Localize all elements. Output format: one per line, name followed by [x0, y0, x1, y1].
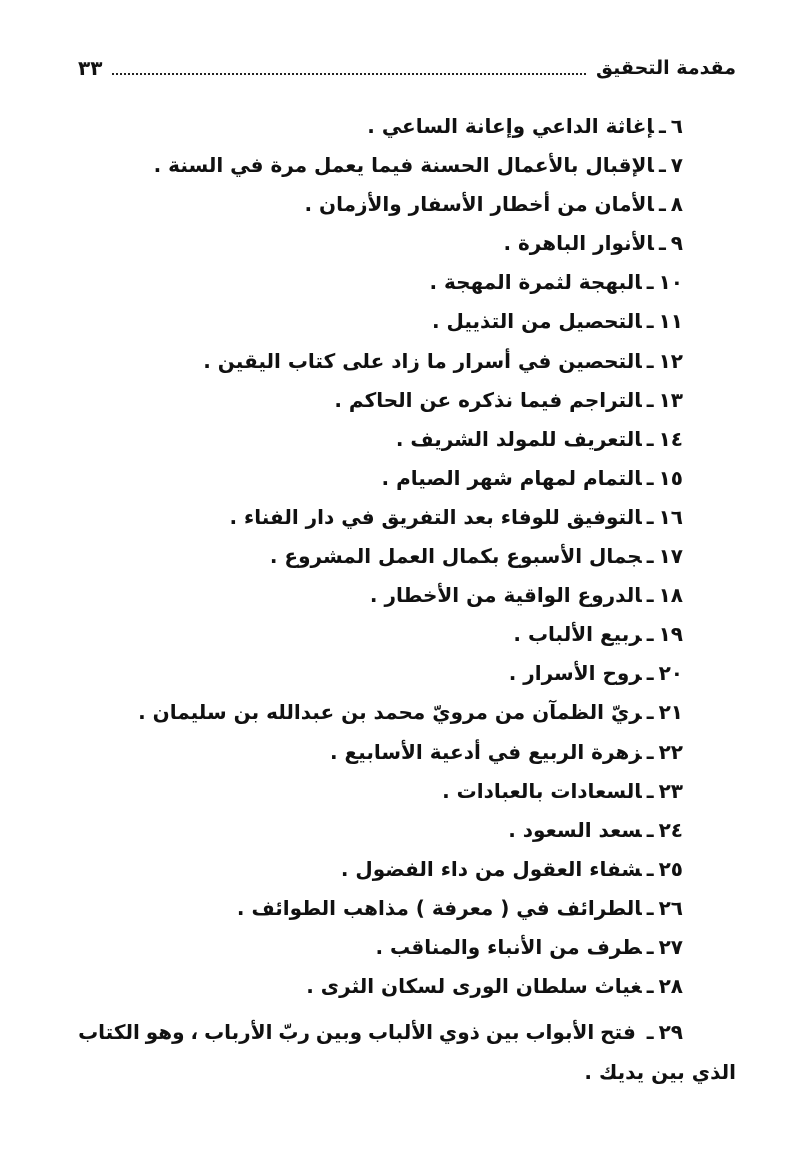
- item-title: سعد السعود .: [508, 817, 642, 842]
- list-item: [70, 498, 683, 537]
- item-title: التمام لمهام شهر الصيام .: [381, 465, 642, 490]
- list-item: [70, 263, 683, 302]
- item-number: ٢٦: [658, 895, 683, 920]
- item-number: ٢٣: [658, 778, 683, 803]
- item-separator: ـ: [646, 348, 654, 373]
- item-number: ٢٢: [658, 739, 683, 764]
- item-title: الطرائف في ( معرفة ) مذاهب الطوائف .: [236, 895, 642, 920]
- item-title: روح الأسرار .: [508, 661, 642, 686]
- item-title: شفاء العقول من داء الفضول .: [340, 856, 642, 881]
- item-title: طرف من الأنباء والمناقب .: [375, 934, 642, 959]
- item-separator: ـ: [646, 739, 654, 764]
- item-title: التراجم فيما نذكره عن الحاكم .: [334, 387, 642, 412]
- item-separator: ـ: [658, 192, 666, 217]
- item-number: ١٦: [658, 504, 683, 529]
- dotted-leader: [112, 73, 586, 75]
- item-separator: ـ: [646, 700, 654, 725]
- item-number: ١٠: [658, 270, 683, 295]
- list-item-29-line2: الذي بين يديك .: [584, 1060, 736, 1084]
- list-item-29-line1: [78, 1012, 683, 1052]
- item-number: ١٣: [658, 387, 683, 412]
- item-separator: ـ: [646, 1020, 654, 1044]
- item-number: ١١: [658, 309, 683, 334]
- item-number: ١٤: [658, 426, 683, 451]
- item-separator: ـ: [646, 426, 654, 451]
- list-item: [70, 537, 683, 576]
- list-item: [70, 107, 683, 146]
- list-item: [70, 459, 683, 498]
- item-title: إغاثة الداعي وإعانة الساعي .: [367, 114, 654, 138]
- item-number-29: [642, 1012, 683, 1052]
- item-title: الأنوار الباهرة .: [503, 231, 654, 256]
- item-29-word: الأبواب: [525, 1020, 595, 1044]
- list-item: [70, 146, 683, 185]
- item-separator: ـ: [646, 974, 654, 999]
- item-29-word: الألباب: [367, 1020, 433, 1044]
- item-number: ٢١: [658, 700, 683, 725]
- item-separator: ـ: [646, 583, 654, 608]
- item-number: ٢٥: [658, 856, 683, 881]
- item-separator: ـ: [646, 856, 654, 881]
- list-item: [70, 772, 683, 811]
- item-title: التحصين في أسرار ما زاد على كتاب اليقين .: [203, 348, 642, 373]
- item-title: الأمان من أخطار الأسفار والأزمان .: [304, 192, 654, 217]
- item-29-word: وبين: [315, 1020, 363, 1044]
- item-number: ٢٧: [658, 934, 683, 959]
- item-number: ١٩: [658, 622, 683, 647]
- list-item: [70, 224, 683, 263]
- item-title: الدروع الواقية من الأخطار .: [369, 583, 642, 608]
- list-item: [70, 420, 683, 459]
- item-separator: ـ: [646, 544, 654, 569]
- item-title: الإقبال بالأعمال الحسنة فيما يعمل مرة في السنة .: [153, 153, 654, 178]
- item-title: التعريف للمولد الشريف .: [395, 426, 642, 451]
- list-item: [70, 811, 683, 850]
- item-number: ٧: [670, 153, 683, 178]
- item-29-word: بين: [485, 1020, 520, 1044]
- item-number: ٨: [670, 192, 683, 217]
- item-number: ٩: [670, 231, 683, 256]
- item-number: ٢٤: [658, 817, 683, 842]
- item-separator: ـ: [646, 270, 654, 295]
- item-title: زهرة الربيع في أدعية الأسابيع .: [329, 739, 642, 764]
- item-29-word: ذوي: [438, 1020, 480, 1044]
- item-title: التوفيق للوفاء بعد التفريق في دار الفناء .: [229, 504, 642, 529]
- item-title: ربيع الألباب .: [513, 622, 642, 647]
- item-number: ١٨: [658, 583, 683, 608]
- book-list: [70, 107, 683, 1006]
- header-title: مقدمة التحقيق: [596, 57, 736, 79]
- item-number: ٦: [670, 114, 683, 138]
- running-header: [78, 52, 736, 84]
- item-number: ٢٠: [658, 661, 683, 686]
- item-29-word: وهو: [145, 1020, 185, 1044]
- item-title: جمال الأسبوع بكمال العمل المشروع .: [269, 544, 642, 569]
- item-number: ١٧: [658, 544, 683, 569]
- item-separator: ـ: [646, 309, 654, 334]
- item-separator: ـ: [658, 153, 666, 178]
- item-separator: ـ: [646, 387, 654, 412]
- list-item: [70, 850, 683, 889]
- list-item: [70, 342, 683, 381]
- item-number: ١٥: [658, 465, 683, 490]
- item-29-word: ربّ: [278, 1020, 310, 1044]
- item-title: ريّ الظمآن من مرويّ محمد بن عبدالله بن سليمان .: [138, 700, 642, 725]
- item-number: ١٢: [658, 348, 683, 373]
- list-item: [70, 733, 683, 772]
- item-separator: ـ: [646, 895, 654, 920]
- list-item: [70, 967, 683, 1006]
- item-separator: ـ: [646, 934, 654, 959]
- list-item: [70, 381, 683, 420]
- item-29-word: ،: [190, 1020, 199, 1044]
- item-separator: ـ: [646, 504, 654, 529]
- item-separator: ـ: [646, 817, 654, 842]
- list-item: [70, 185, 683, 224]
- list-item: [70, 928, 683, 967]
- item-title: البهجة لثمرة المهجة .: [429, 270, 642, 295]
- item-separator: ـ: [646, 465, 654, 490]
- item-number: ٢٩: [658, 1020, 683, 1044]
- item-29-word: الأرباب: [204, 1020, 273, 1044]
- list-item: [70, 302, 683, 341]
- item-title: غياث سلطان الورى لسكان الثرى .: [306, 974, 642, 999]
- list-item: [70, 693, 683, 732]
- list-item: [70, 576, 683, 615]
- list-item: [70, 654, 683, 693]
- list-item: [70, 889, 683, 928]
- list-item: [70, 615, 683, 654]
- item-separator: ـ: [658, 231, 666, 256]
- item-separator: ـ: [646, 778, 654, 803]
- item-29-word: فتح: [600, 1020, 636, 1044]
- item-29-word: الكتاب: [78, 1020, 140, 1044]
- page-number: ٣٣: [78, 56, 103, 80]
- item-number: ٢٨: [658, 974, 683, 999]
- item-title: السعادات بالعبادات .: [442, 778, 642, 803]
- item-separator: ـ: [646, 622, 654, 647]
- item-title: التحصيل من التذييل .: [431, 309, 642, 334]
- item-separator: ـ: [658, 114, 666, 138]
- item-separator: ـ: [646, 661, 654, 686]
